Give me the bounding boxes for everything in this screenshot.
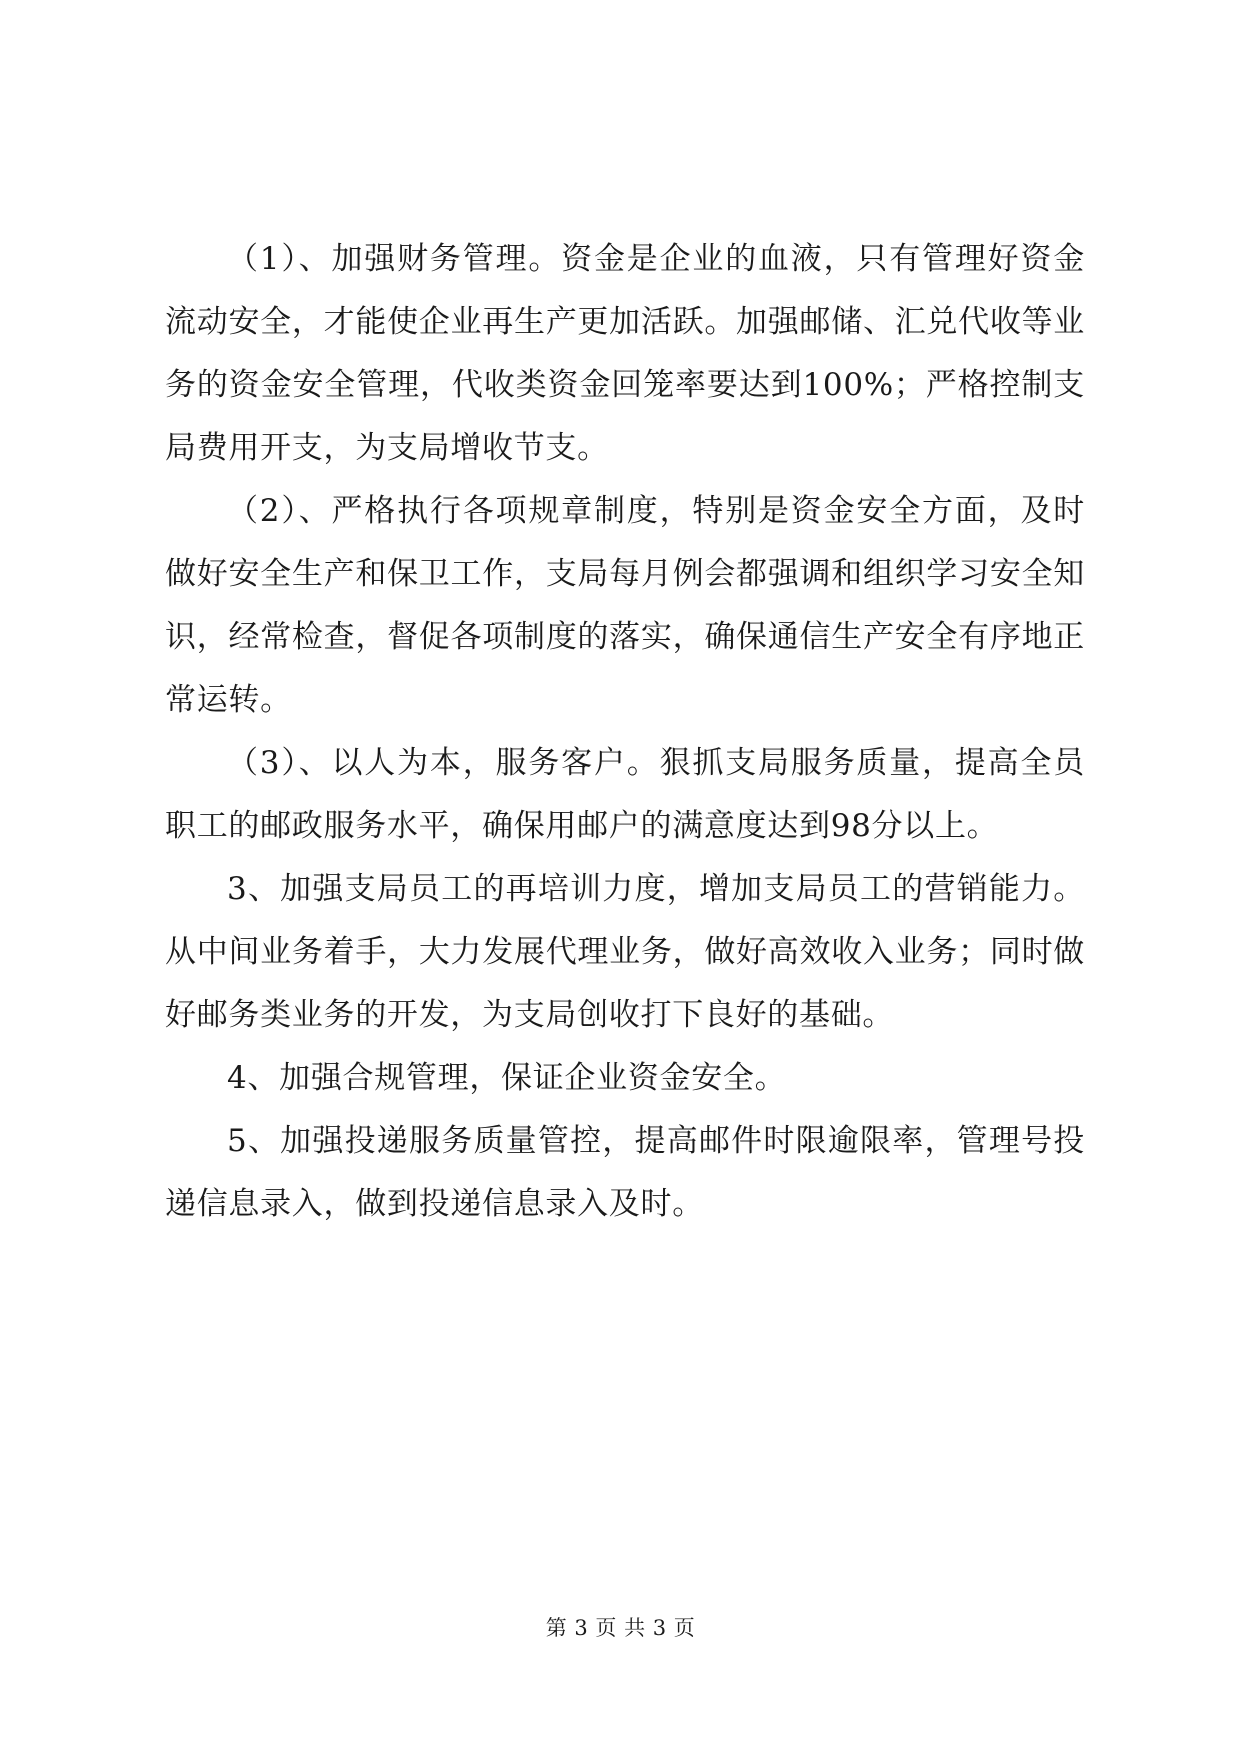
document-body <box>165 228 1085 1236</box>
paragraph-compliance: 4、加强合规管理，保证企业资金安全。 <box>227 1060 787 1096</box>
paragraph-customer-service: （3）、以人为本，服务客户。狠抓支局服务质量，提高全员职工的邮政服务水平，确保用邮户的满意度达到98分以上。 <box>165 745 1085 844</box>
paragraph-rules-enforcement: （2）、严格执行各项规章制度，特别是资金安全方面，及时做好安全生产和保卫工作，支局每月例会都强调和组织学习安全知识，经常检查，督促各项制度的落实，确保通信生产安全有序地正常运转。 <box>165 493 1085 718</box>
paragraph-staff-training: 3、加强支局员工的再培训力度，增加支局员工的营销能力。从中间业务着手，大力发展代理业务，做好高效收入业务；同时做好邮务类业务的开发，为支局创收打下良好的基础。 <box>165 871 1085 1033</box>
paragraph-finance-management: （1）、加强财务管理。资金是企业的血液，只有管理好资金流动安全，才能使企业再生产更加活跃。加强邮储、汇兑代收等业务的资金安全管理，代收类资金回笼率要达到100%；严格控制支局费用开支，为支局增收节支。 <box>165 241 1085 466</box>
paragraph-delivery-quality: 5、加强投递服务质量管控，提高邮件时限逾限率，管理号投递信息录入，做到投递信息录入及时。 <box>165 1123 1085 1222</box>
page-number-footer: 第 3 页 共 3 页 <box>545 1616 696 1640</box>
